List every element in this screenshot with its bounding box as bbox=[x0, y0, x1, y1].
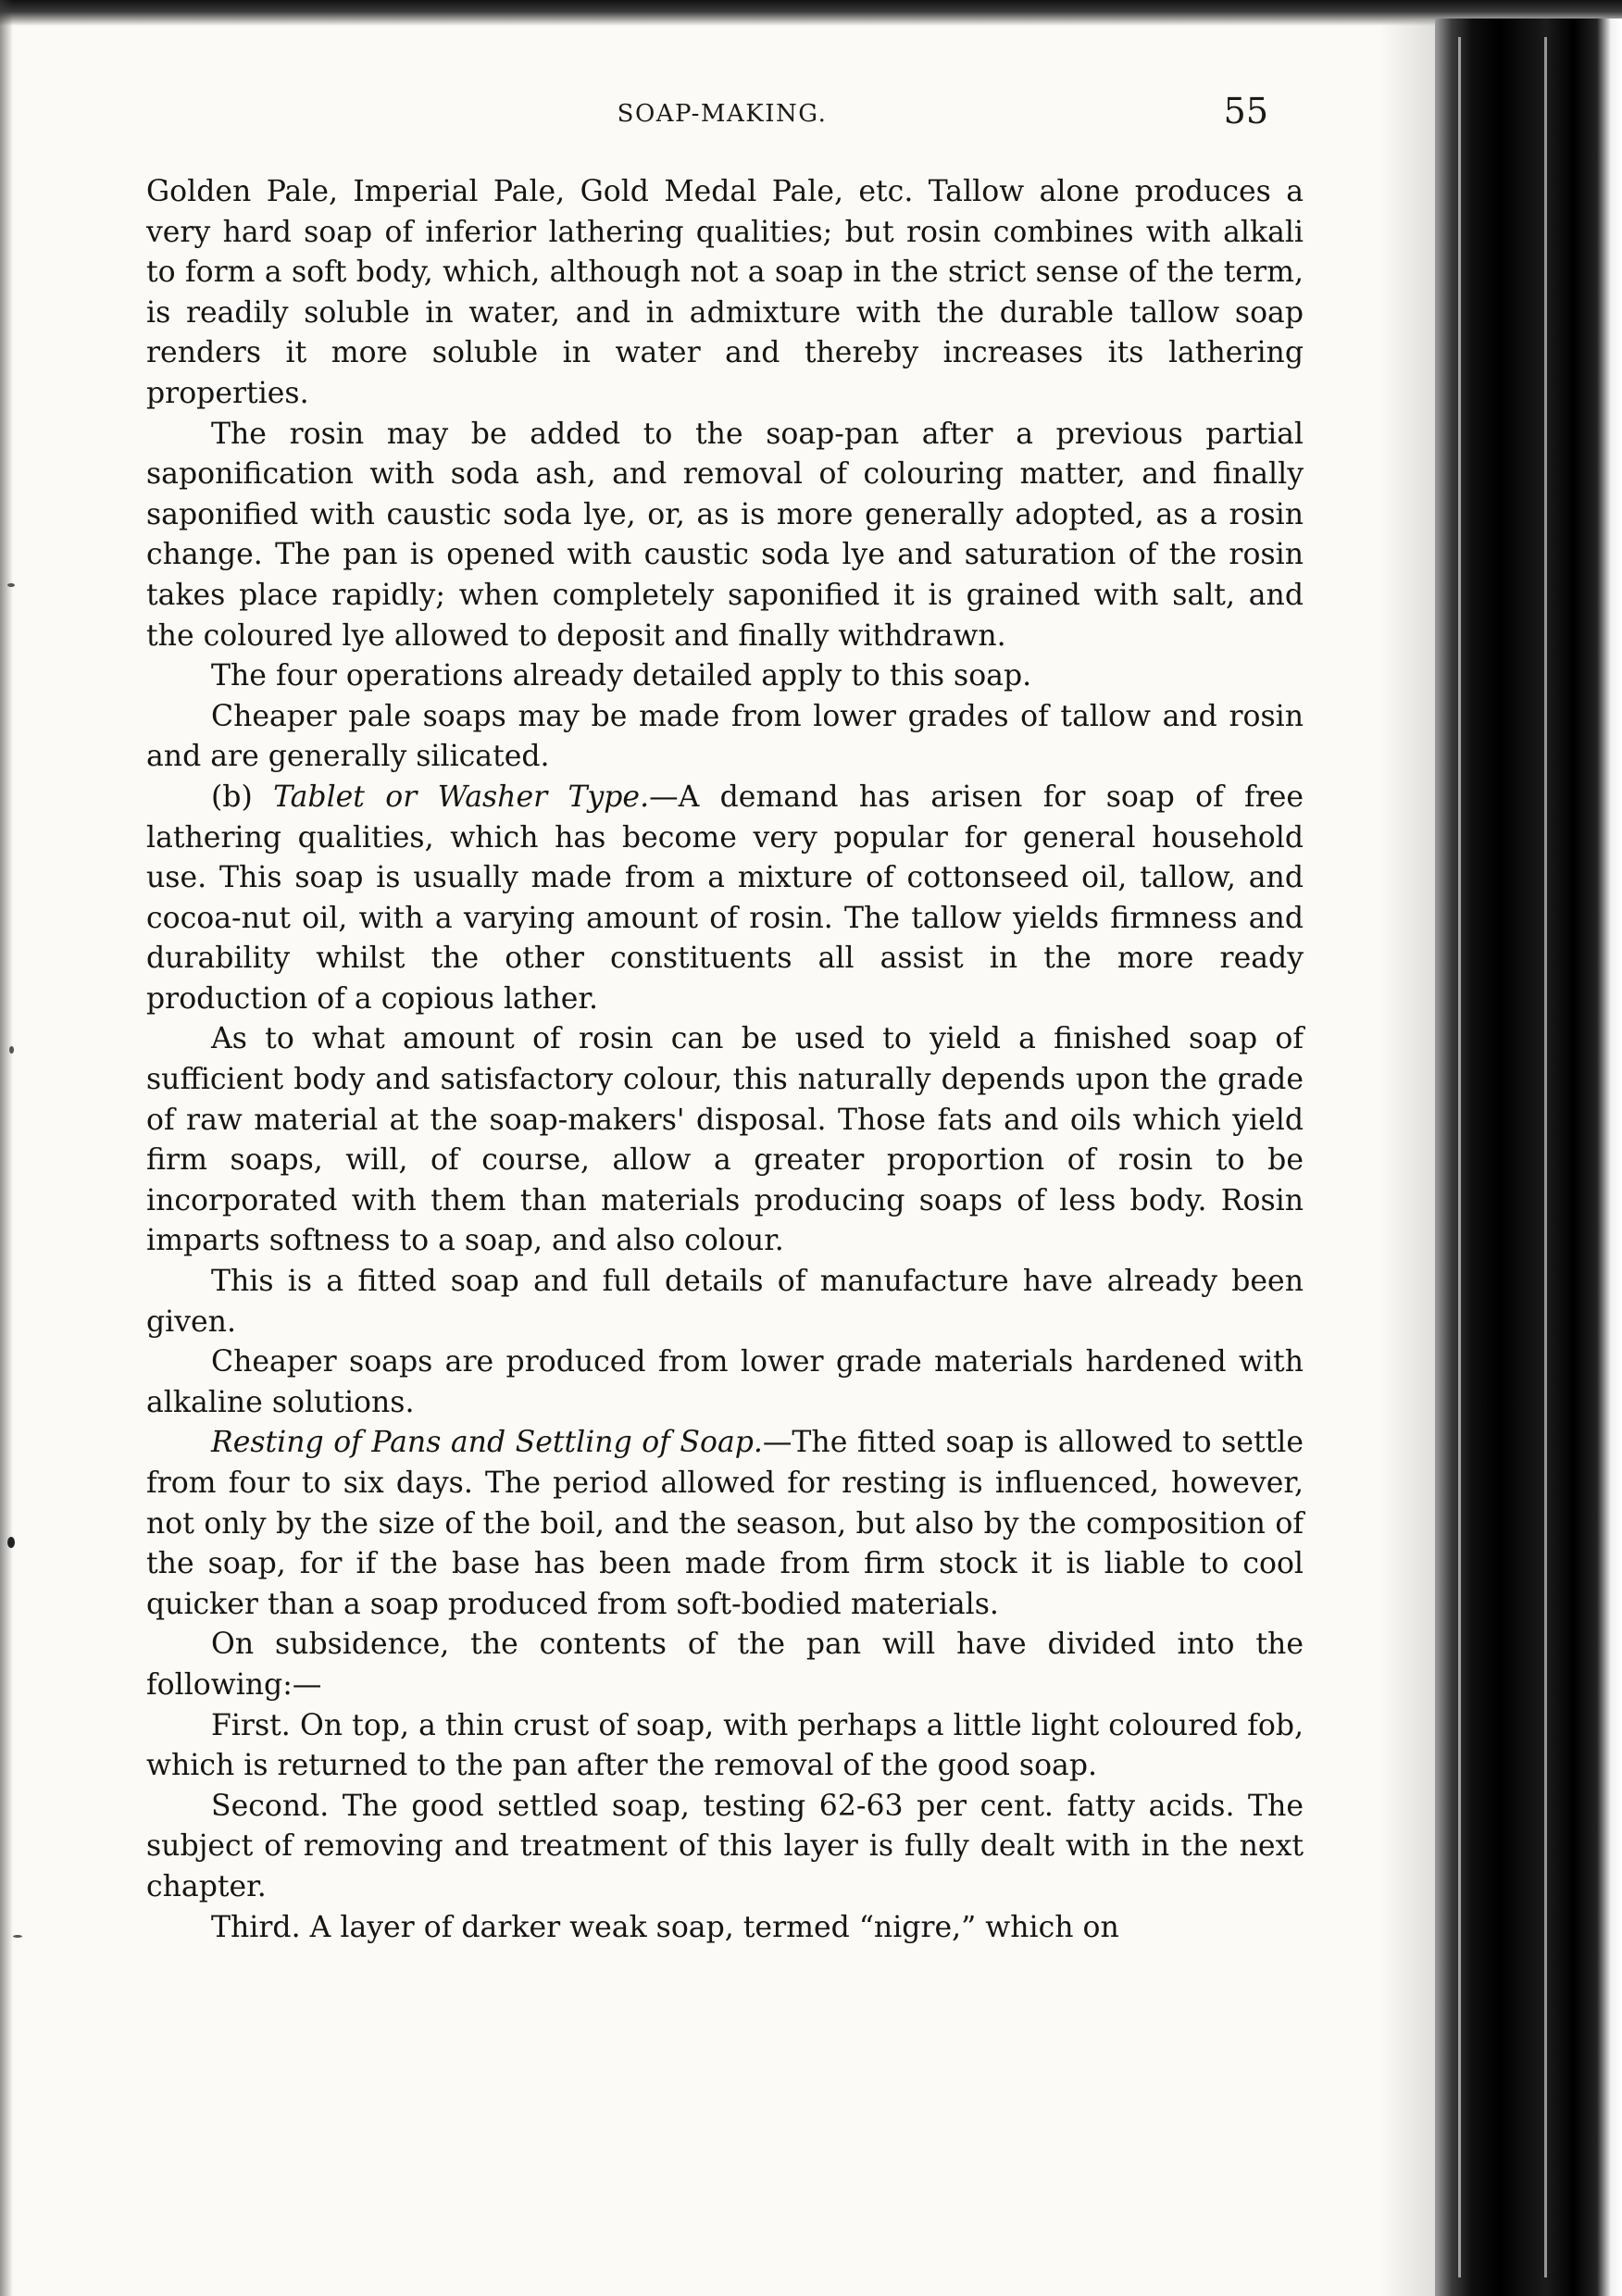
binding-shadow bbox=[1379, 19, 1435, 2296]
scan-left-edge bbox=[0, 0, 13, 2296]
running-head: SOAP-MAKING. bbox=[617, 100, 828, 128]
scan-speck bbox=[9, 1046, 14, 1054]
gutter-highlight bbox=[1544, 37, 1547, 2277]
paragraph: As to what amount of rosin can be used to yield a finished soap of sufficient body and satisfactory colour, this naturally depends upon the grade of raw material at the soap-makers' disposal. Those fats and oils which yield firm soaps, will, of course, allow a greater proportion of rosin to be incorporated with them than materials producing soaps of less body. Rosin imparts softness to a soap, and also colour. bbox=[146, 1022, 1304, 1258]
paragraph: Golden Pale, Imperial Pale, Gold Medal Pale, etc. Tallow alone produces a very hard soap of inferior lathering qualities; but rosin combines with alkali to form a soft body, which, although not a soap in the strict sense of the term, is readily soluble in water, and in admixture with the durable tallow soap renders it more soluble in water and thereby increases its lathering properties. bbox=[146, 175, 1304, 410]
paragraph: Second. The good settled soap, testing 62-63 per cent. fatty acids. The subject of removing and treatment of this layer is fully dealt with in the next chapter. bbox=[146, 1789, 1304, 1903]
paragraph: First. On top, a thin crust of soap, with perhaps a little light coloured fob, which is returned to the pan after the removal of the good soap. bbox=[146, 1708, 1304, 1783]
paragraph: This is a fitted soap and full details of manufacture have already been given. bbox=[146, 1265, 1304, 1339]
scan-speck bbox=[13, 1935, 22, 1938]
page-header bbox=[148, 91, 1296, 137]
scan-speck bbox=[7, 583, 15, 587]
body-text bbox=[146, 172, 1304, 1948]
section-heading-italic: Resting of Pans and Settling of Soap. bbox=[211, 1426, 763, 1460]
scan-speck bbox=[7, 1537, 15, 1548]
paragraph-resting-of-pans bbox=[146, 1423, 1304, 1625]
paragraph: The four operations already detailed apply to this soap. bbox=[211, 659, 1032, 693]
paragraph: On subsidence, the contents of the pan will have divided into the following:— bbox=[146, 1628, 1304, 1702]
section-heading-italic: Tablet or Washer Type. bbox=[273, 780, 650, 814]
paragraph: Cheaper pale soaps may be made from lower grades of tallow and rosin and are generally silicated. bbox=[146, 699, 1304, 774]
paragraph-lead: (b) bbox=[211, 780, 274, 814]
paragraph: The rosin may be added to the soap-pan after a previous partial saponification with soda ash, and removal of colouring matter, and finally saponified with caustic soda lye, or, as is more generally adopted, as a rosin change. The pan is opened with caustic soda lye and saturation of the rosin takes place rapidly; when completely saponified it is grained with salt, and the coloured lye allowed to deposit and finally withdrawn. bbox=[146, 417, 1304, 653]
paragraph-rest: —A demand has arisen for soap of free lathering qualities, which has become very popular for general household use. This soap is usually made from a mixture of cottonseed oil, tallow, and cocoa-nut oil, with a varying amount of rosin. The tallow yields firmness and durability whilst the other constituents all assist in the more ready production of a copious lather. bbox=[146, 780, 1304, 1016]
paragraph: Third. A layer of darker weak soap, termed “nigre,” which on bbox=[211, 1910, 1119, 1944]
paragraph-tablet-washer-type bbox=[146, 778, 1304, 1020]
gutter-highlight bbox=[1458, 37, 1461, 2277]
paragraph-rest: —The fitted soap is allowed to settle from four to six days. The period allowed for resting is influenced, however, not only by the size of the boil, and the season, but also by the composition of the soap, for if the base has been made from firm stock it is liable to cool quicker than a soap produced from soft-bodied materials. bbox=[146, 1426, 1304, 1621]
binding-gutter bbox=[1435, 19, 1622, 2296]
paragraph: Cheaper soaps are produced from lower grade materials hardened with alkaline solutions. bbox=[146, 1345, 1304, 1419]
page-number: 55 bbox=[1223, 91, 1268, 131]
